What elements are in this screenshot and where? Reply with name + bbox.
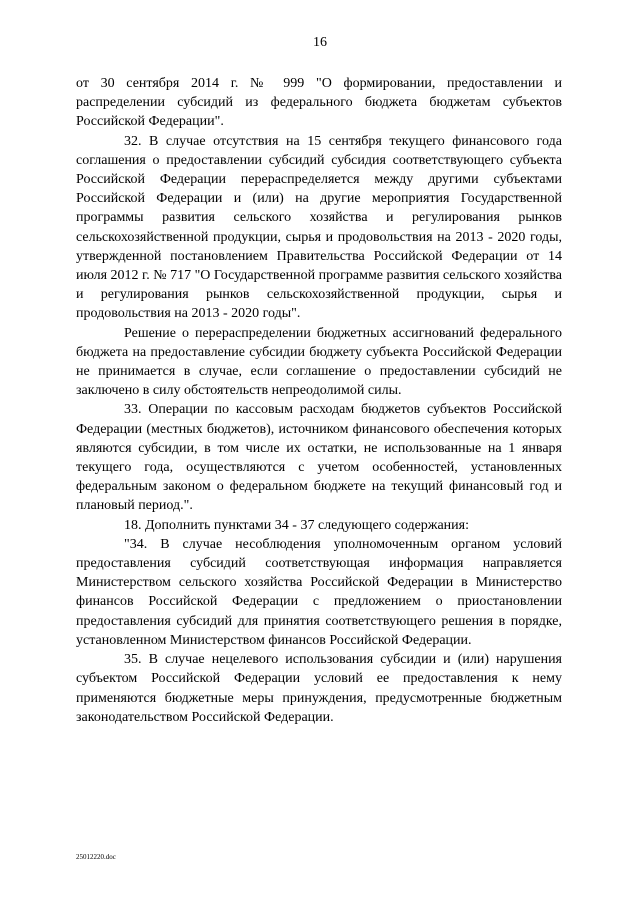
paragraph-item-33: 33. Операции по кассовым расходам бюджетов субъектов Российской Федерации (местных бюджетов), источником финансового обеспечения которых являются субсидии, в том числе их остатки, не использованные на 1 января текущего года, осуществляются с учетом особенностей, установленных федеральным законом о федеральном бюджете на текущий финансовый год и плановый период.". bbox=[76, 402, 562, 514]
footer-filename: 25012220.doc bbox=[76, 853, 116, 861]
document-body bbox=[76, 74, 562, 727]
page-number: 16 bbox=[313, 35, 327, 50]
paragraph-item-18: 18. Дополнить пунктами 34 - 37 следующего содержания: bbox=[124, 517, 469, 533]
paragraph-item-32: 32. В случае отсутствия на 15 сентября текущего финансового года соглашения о предоставлении субсидий субсидия соответствующего субъекта Российской Федерации перераспределяется между другими субъектами Российской Федерации и (или) на другие мероприятия Государственной программы развития сельского хозяйства и регулирования рынков сельскохозяйственной продукции, сырья и продовольствия на 2013 - 2020 годы, утвержденной постановлением Правительства Российской Федерации от 14 июля 2012 г. № 717 "О Государственной программе развития сельского хозяйства и регулирования рынков сельскохозяйственной продукции, сырья и продовольствия на 2013 - 2020 годы". bbox=[76, 133, 562, 322]
paragraph-item-34: "34. В случае несоблюдения уполномоченным органом условий предоставления субсидий соответствующая информация направляется Министерством сельского хозяйства Российской Федерации в Министерство финансов Российской Федерации с предложением о приостановлении предоставления субсидий для принятия соответствующего решения в порядке, установленном Министерством финансов Российской Федерации. bbox=[76, 536, 562, 648]
paragraph-redistribution-decision: Решение о перераспределении бюджетных ассигнований федерального бюджета на предоставление субсидии бюджету субъекта Российской Федерации не принимается в случае, если соглашение о предоставлении субсидий не заключено в силу обстоятельств непреодолимой силы. bbox=[76, 325, 562, 399]
paragraph-continuation: от 30 сентября 2014 г. № 999 "О формировании, предоставлении и распределении субсидий из федерального бюджета бюджетам субъектов Российской Федерации". bbox=[76, 76, 562, 130]
paragraph-item-35: 35. В случае нецелевого использования субсидии и (или) нарушения субъектом Российской Федерации условий ее предоставления к нему применяются бюджетные меры принуждения, предусмотренные бюджетным законодательством Российской Федерации. bbox=[76, 652, 562, 725]
